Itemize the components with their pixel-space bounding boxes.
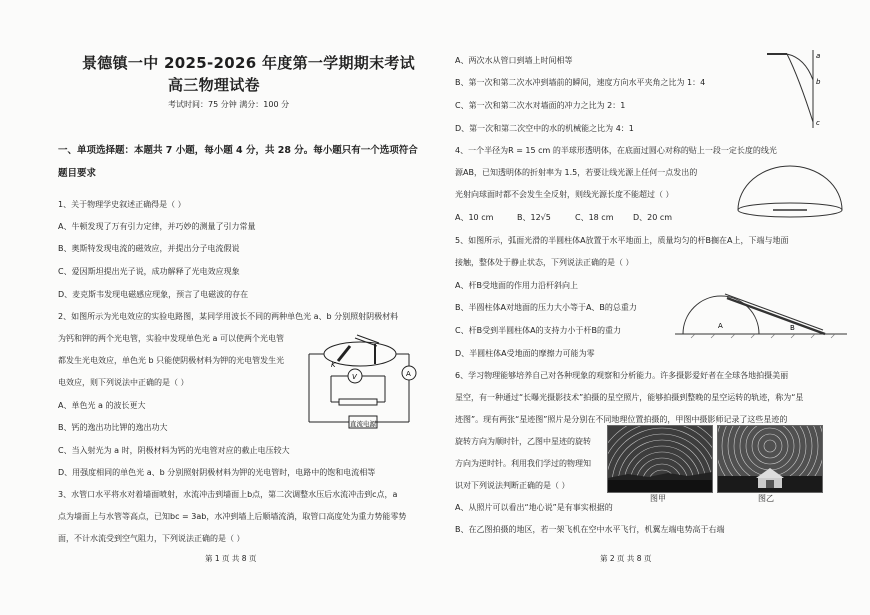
q1-option-d: D、麦克斯韦发现电磁感应现象，预言了电磁波的存在 xyxy=(58,290,249,299)
point-b-label: b xyxy=(816,78,821,86)
q3-stem-line3: 面，不计水流受到空气阻力，下列说法正确的是（ ） xyxy=(58,534,245,543)
rod-b-label: B xyxy=(790,324,795,332)
q2-stem-line2: 为钙和钾的两个光电管，实验中发现单色光 a 可以使两个光电管 xyxy=(58,334,284,343)
cylinder-a-label: A xyxy=(718,322,723,330)
dc-power-label: 直流电源 xyxy=(350,420,376,428)
page-number-1: 第 1 页 共 8 页 xyxy=(205,554,257,563)
q3-option-b: B、第一次和第二次水冲到墙前的瞬间，速度方向水平夹角之比为 1：4 xyxy=(455,78,706,87)
ammeter-label: A xyxy=(406,370,411,378)
exam-subtitle: 高三物理试卷 xyxy=(168,76,260,94)
photo-a-caption: 图甲 xyxy=(650,494,666,503)
q6-stem-line3: 迹图”。现有两张“星迹图”照片是分别在不同地理位置拍摄的，甲图中摄影师记录了这些星迹的 xyxy=(455,415,788,424)
star-trail-photo-a xyxy=(607,425,713,493)
q5-stem-line1: 5、如图所示，弧面光滑的半圆柱体A放置于水平地面上，质量均匀的杆B搁在A上，下端与地面 xyxy=(455,236,789,245)
q3-stem-line1: 3、水管口水平将水对着墙面喷射，水流冲击到墙面上b点，第二次调整水压后水流冲击到c点，a xyxy=(58,490,398,499)
q2-option-c: C、当入射光为 a 时，阴极材料为钙的光电管对应的截止电压较大 xyxy=(58,446,290,455)
voltmeter-label: V xyxy=(352,373,357,381)
q6-stem-line1: 6、学习物理能够培养自己对各种现象的观察和分析能力。许多摄影爱好者在全球各地拍摄美丽 xyxy=(455,371,789,380)
photo-b-caption: 图乙 xyxy=(758,494,774,503)
q5-option-c: C、杆B受到半圆柱体A的支持力小于杆B的重力 xyxy=(455,326,622,335)
point-c-label: c xyxy=(816,119,820,127)
water-jet-diagram xyxy=(765,48,825,130)
q4-stem-line2: 源AB，已知透明体的折射率为 1.5，若要让线光源上任何一点发出的 xyxy=(455,168,698,177)
q5-option-b: B、半圆柱体A对地面的压力大小等于A、B的总重力 xyxy=(455,303,637,312)
q2-stem-line3: 都发生光电效应，单色光 b 只能使阴极材料为钾的光电管发生光 xyxy=(58,356,285,365)
q6-option-a: A、从照片可以看出“地心说”是有事实根据的 xyxy=(455,503,613,512)
exam-title: 景德镇一中 2025-2026 年度第一学期期末考试 xyxy=(82,54,415,72)
q4-stem-line3: 光射向球面时都不会发生全反射，则线光源长度不能超过（ ） xyxy=(455,190,674,199)
q3-option-d: D、第一次和第二次空中的水的机械能之比为 4：1 xyxy=(455,124,634,133)
half-cylinder-rod-diagram xyxy=(675,290,850,340)
q6-option-b: B、在乙图拍摄的地区，若一架飞机在空中水平飞行，机翼左端电势高于右端 xyxy=(455,525,725,534)
q5-stem-line2: 接触，整体处于静止状态，下列说法正确的是（ ） xyxy=(455,258,634,267)
section-1-heading: 一、单项选择题：本题共 7 小题，每小题 4 分，共 28 分。每小题只有一个选项符合 xyxy=(58,145,418,156)
q1-option-b: B、奥斯特发现电流的磁效应，并提出分子电流假说 xyxy=(58,244,240,253)
q4-option-b: B、12√5 xyxy=(517,213,551,222)
q6-stem-line6: 识对下列说法判断正确的是（ ） xyxy=(455,481,570,490)
q4-option-a: A、10 cm xyxy=(455,213,494,222)
q4-stem-line1: 4、一个半径为R = 15 cm 的半球形透明体，在底面过圆心对称的贴上一段一定长度的线光 xyxy=(455,146,777,155)
q5-option-d: D、半圆柱体A受地面的摩擦力可能为零 xyxy=(455,349,595,358)
q4-option-d: D、20 cm xyxy=(633,213,673,222)
exam-info: 考试时间：75 分钟 满分：100 分 xyxy=(168,100,290,109)
cathode-label: K xyxy=(331,361,336,369)
q2-option-b: B、钙的逸出功比钾的逸出功大 xyxy=(58,423,168,432)
q2-option-d: D、用强度相同的单色光 a、b 分别照射阴极材料为钾的光电管时，电路中的饱和电流相等 xyxy=(58,468,376,477)
q4-option-c: C、18 cm xyxy=(575,213,614,222)
q3-option-a: A、两次水从管口到墙上时间相等 xyxy=(455,56,573,65)
q1-stem: 1、关于物理学史叙述正确得是（ ） xyxy=(58,200,186,209)
q1-option-a: A、牛顿发现了万有引力定律，并巧妙的测量了引力常量 xyxy=(58,222,256,231)
q2-stem-line1: 2、如图所示为光电效应的实验电路图，某同学用波长不同的两种单色光 a、b 分别照射阴极材料 xyxy=(58,312,399,321)
point-a-label: a xyxy=(816,52,821,60)
q6-stem-line5: 方向为逆时针。利用我们学过的物理知 xyxy=(455,459,591,468)
right-page xyxy=(435,0,870,615)
photoelectric-circuit-diagram xyxy=(305,332,420,432)
section-1-heading-cont: 题目要求 xyxy=(58,168,97,179)
q2-option-a: A、单色光 a 的波长更大 xyxy=(58,401,146,410)
q3-option-c: C、第一次和第二次水对墙面的冲力之比为 2：1 xyxy=(455,101,626,110)
q3-stem-line2: 点为墙面上与水管等高点，已知bc = 3ab，水冲到墙上后顺墙流淌，取管口高度处为重力势能零势 xyxy=(58,512,407,521)
q2-stem-line4: 电效应，则下列说法中正确的是（ ） xyxy=(58,378,189,387)
q5-option-a: A、杆B受地面的作用力沿杆斜向上 xyxy=(455,281,578,290)
q6-stem-line2: 星空，有一种通过“长曝光摄影技术”拍摄的星空照片，能够拍摄到整晚的星空运转的轨迹，称为“星 xyxy=(455,393,804,402)
q1-option-c: C、爱因斯坦提出光子说，成功解释了光电效应现象 xyxy=(58,267,240,276)
page-number-2: 第 2 页 共 8 页 xyxy=(600,554,652,563)
hemisphere-diagram xyxy=(733,160,848,222)
star-trail-photo-b xyxy=(717,425,823,493)
q6-stem-line4: 旋转方向为顺时针，乙图中星迹的旋转 xyxy=(455,437,591,446)
